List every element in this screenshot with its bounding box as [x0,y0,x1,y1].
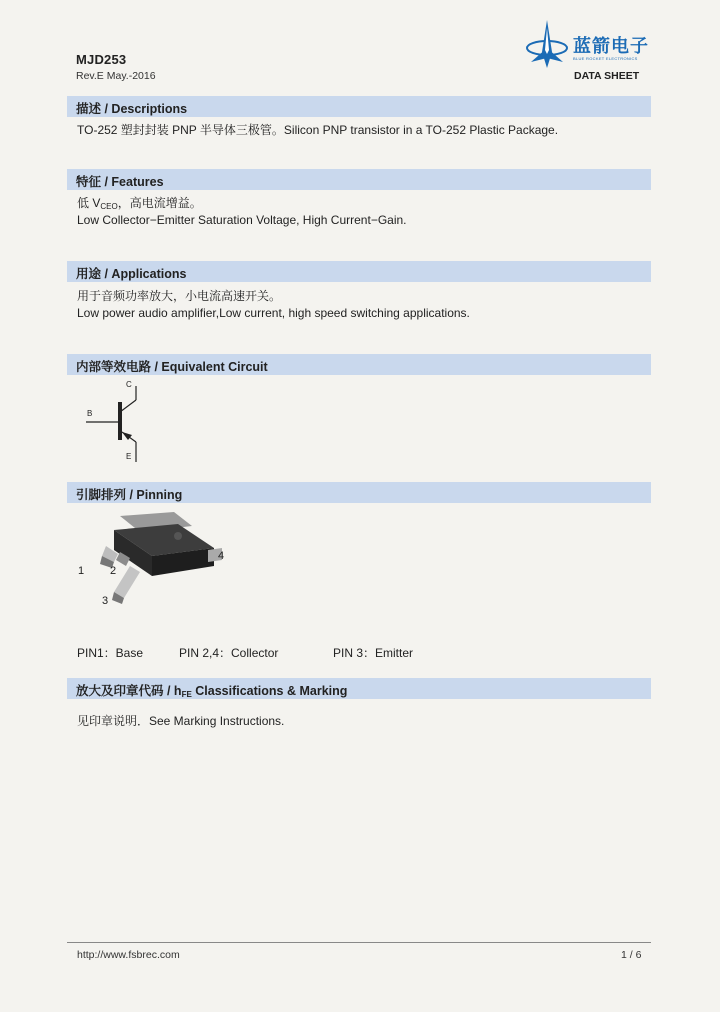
package-icon [74,508,234,612]
features-cn [77,194,202,211]
hfe-heading-cn: 放大及印章代码 / h [76,684,182,698]
to252-package-image [74,508,234,612]
section-heading: 描述 / Descriptions [76,102,188,116]
pin-label-3: 3 [102,595,109,607]
features-en: Low Collector−Emitter Saturation Voltage, High Current−Gain. [77,213,407,227]
section-heading [76,681,347,699]
hfe-subscript: FE [181,690,192,699]
doc-type: DATA SHEET [574,70,640,82]
section-bar-hfe [67,678,651,699]
features-cn-suffix: ，高电流增益。 [117,196,202,210]
circuit-label-e: E [126,452,132,461]
section-heading: 用途 / Applications [76,267,187,281]
applications-en: Low power audio amplifier,Low current, high speed switching applications. [77,306,470,320]
logo-subtext: BLUE ROCKET ELECTRONICS [573,56,638,61]
descriptions-text: TO-252 塑封封装 PNP 半导体三极管。Silicon PNP transistor in a TO-252 Plastic Package. [77,123,559,137]
transistor-icon [80,378,160,468]
company-logo [525,18,655,72]
section-bar-pinning [67,482,651,503]
pin-label-1: 1 [78,565,85,577]
pin-label-4: 4 [218,550,225,562]
section-heading: 特征 / Features [76,175,164,189]
circuit-label-b: B [87,409,93,418]
footer-divider [67,942,651,943]
hfe-text: 见印章说明．See Marking Instructions. [77,714,285,728]
section-heading: 引脚排列 / Pinning [76,488,183,502]
footer-url[interactable]: http://www.fsbrec.com [77,949,180,961]
circuit-label-c: C [126,380,132,389]
features-cn-prefix: 低 V [77,196,101,210]
rocket-logo-icon [525,18,573,72]
hfe-heading-en: Classifications & Marking [191,684,348,698]
pin24-description: PIN 2,4：Collector [179,646,279,660]
pnp-transistor-symbol [80,378,160,468]
part-number: MJD253 [76,52,127,67]
section-bar-applications [67,261,651,282]
section-bar-features [67,169,651,190]
pin-label-2: 2 [110,565,117,577]
pin3-description: PIN 3：Emitter [333,646,414,660]
applications-cn: 用于音频功率放大，小电流高速开关。 [77,289,282,303]
section-heading: 内部等效电路 / Equivalent Circuit [76,360,268,374]
logo-text: 蓝箭电子 [573,36,649,57]
vceo-subscript: CEO [100,202,118,211]
section-bar-circuit [67,354,651,375]
page-number: 1 / 6 [621,949,642,961]
section-bar-descriptions [67,96,651,117]
revision-text: Rev.E May.-2016 [76,70,156,82]
pin1-description: PIN1：Base [77,646,144,660]
